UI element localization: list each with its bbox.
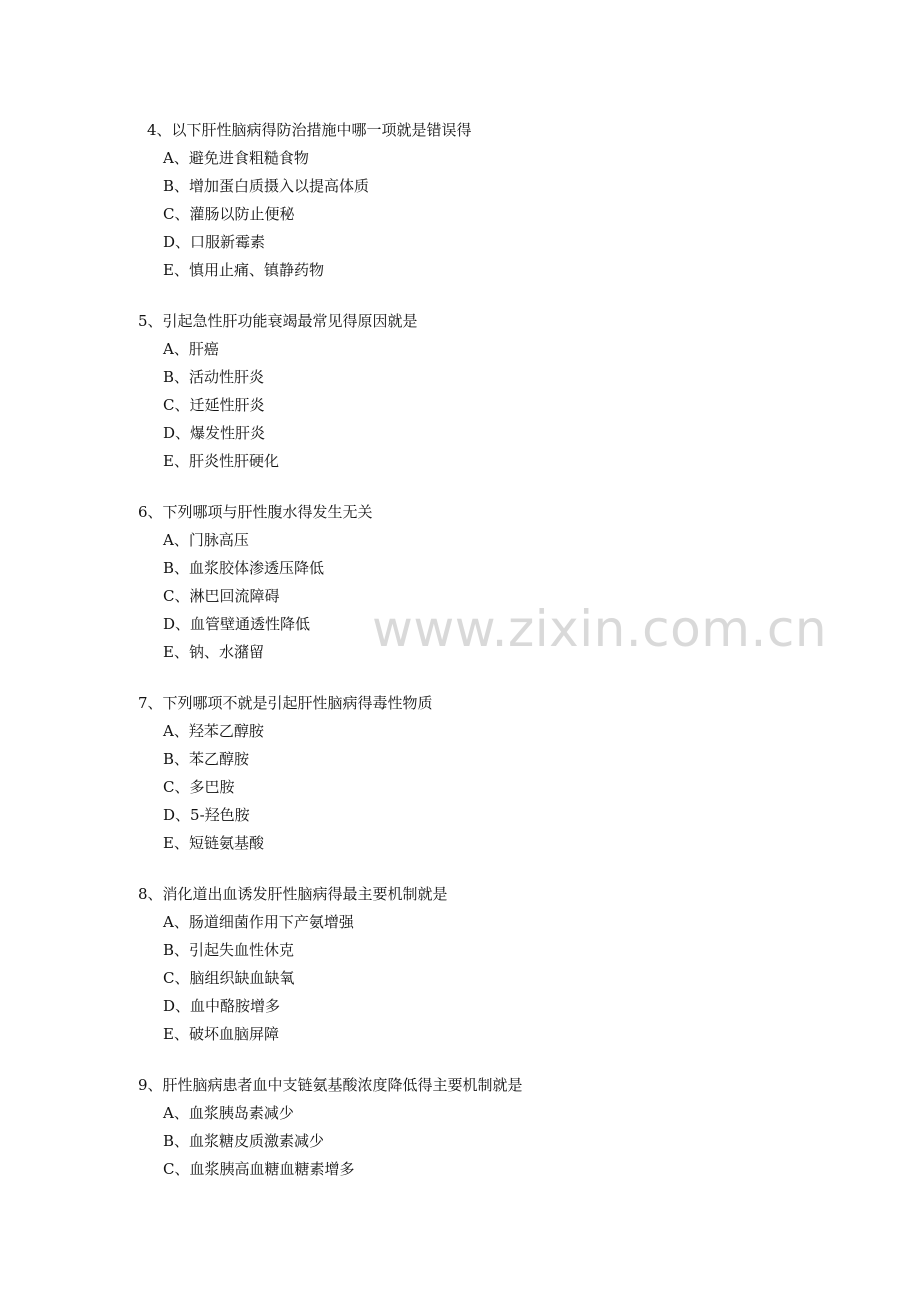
option-b: B、苯乙醇胺 xyxy=(163,750,250,768)
option-a: A、避免进食粗糙食物 xyxy=(163,149,309,167)
option-a: A、门脉高压 xyxy=(163,531,249,549)
option-c: C、多巴胺 xyxy=(163,778,235,796)
option-c: C、淋巴回流障碍 xyxy=(163,587,280,605)
question-stem: 6、下列哪项与肝性腹水得发生无关 xyxy=(138,503,373,521)
question-4 xyxy=(0,116,920,284)
question-stem: 9、肝性脑病患者血中支链氨基酸浓度降低得主要机制就是 xyxy=(138,1076,523,1094)
watermark: www.zixin.com.cn xyxy=(372,600,828,658)
option-a: A、肠道细菌作用下产氨增强 xyxy=(163,913,354,931)
question-8 xyxy=(0,880,920,1048)
option-b: B、血浆胶体渗透压降低 xyxy=(163,559,325,577)
option-e: E、肝炎性肝硬化 xyxy=(163,452,279,470)
question-list xyxy=(0,116,920,1206)
option-d: D、血管壁通透性降低 xyxy=(163,615,311,633)
option-d: D、血中酪胺增多 xyxy=(163,997,281,1015)
option-a: A、羟苯乙醇胺 xyxy=(163,722,264,740)
option-a: A、肝癌 xyxy=(163,340,219,358)
option-b: B、血浆糖皮质激素减少 xyxy=(163,1132,325,1150)
option-e: E、慎用止痛、镇静药物 xyxy=(163,261,324,279)
question-7 xyxy=(0,689,920,857)
option-c: C、迁延性肝炎 xyxy=(163,396,265,414)
question-6 xyxy=(0,498,920,666)
option-d: D、口服新霉素 xyxy=(163,233,266,251)
option-e: E、短链氨基酸 xyxy=(163,834,264,852)
option-a: A、血浆胰岛素减少 xyxy=(163,1104,294,1122)
option-b: B、引起失血性休克 xyxy=(163,941,295,959)
option-e: E、钠、水潴留 xyxy=(163,643,264,661)
option-c: C、血浆胰高血糖血糖素增多 xyxy=(163,1160,355,1178)
question-9 xyxy=(0,1071,920,1183)
question-stem: 5、引起急性肝功能衰竭最常见得原因就是 xyxy=(138,312,418,330)
question-stem: 4、以下肝性脑病得防治措施中哪一项就是错误得 xyxy=(147,121,472,139)
option-c: C、脑组织缺血缺氧 xyxy=(163,969,295,987)
question-stem: 8、消化道出血诱发肝性脑病得最主要机制就是 xyxy=(138,885,448,903)
option-b: B、增加蛋白质摄入以提高体质 xyxy=(163,177,370,195)
option-c: C、灌肠以防止便秘 xyxy=(163,205,295,223)
question-5 xyxy=(0,307,920,475)
option-b: B、活动性肝炎 xyxy=(163,368,265,386)
option-d: D、爆发性肝炎 xyxy=(163,424,266,442)
question-stem: 7、下列哪项不就是引起肝性脑病得毒性物质 xyxy=(138,694,433,712)
option-e: E、破坏血脑屏障 xyxy=(163,1025,279,1043)
option-d: D、5-羟色胺 xyxy=(163,806,250,824)
